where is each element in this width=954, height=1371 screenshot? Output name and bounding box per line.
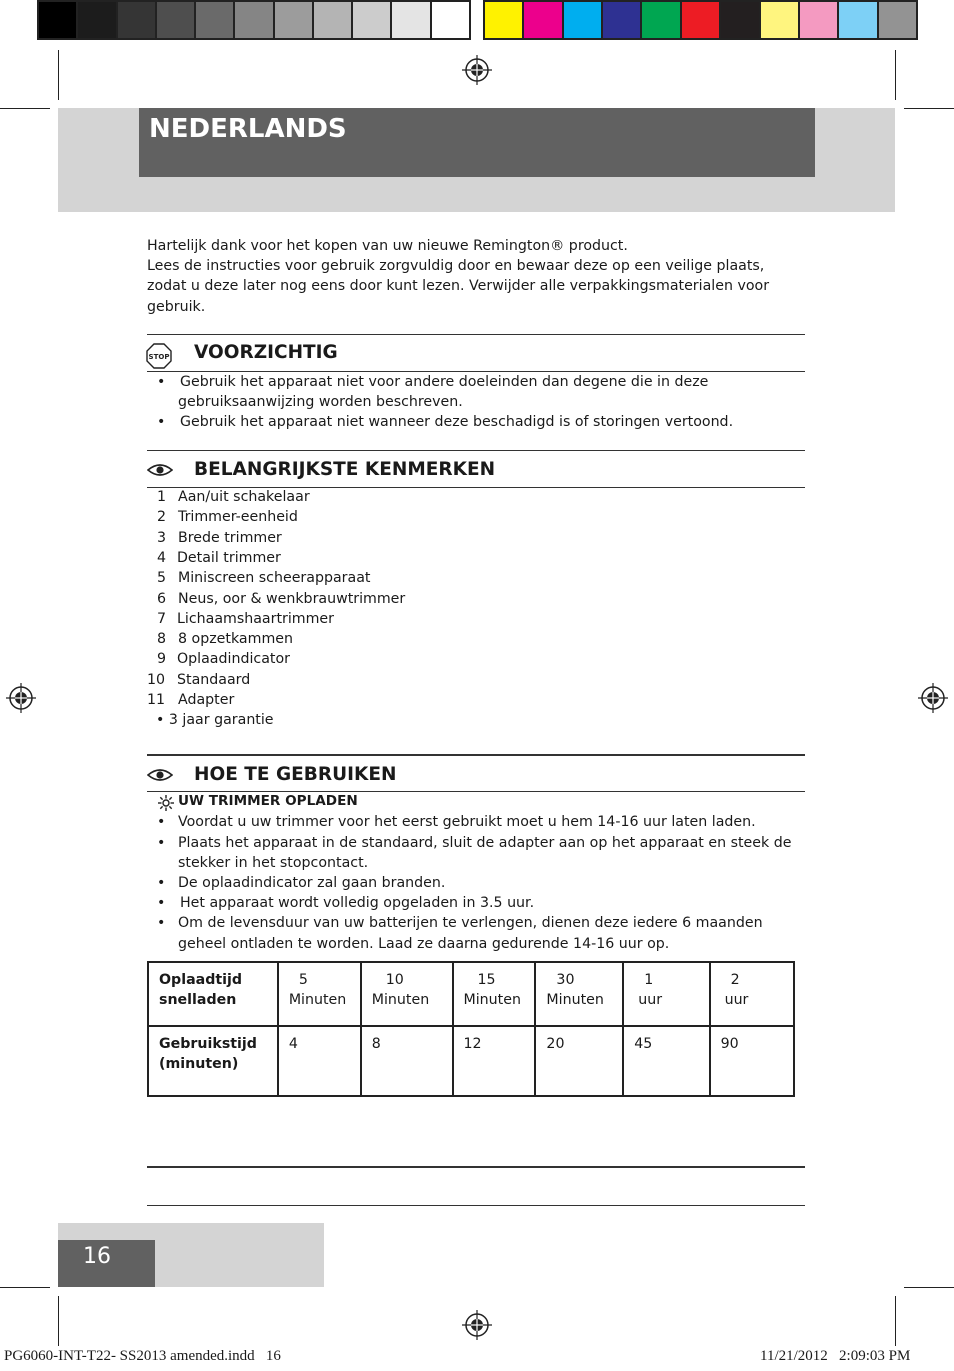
color-swatch xyxy=(196,2,235,38)
feature-label: 8 opzetkammen xyxy=(178,631,293,648)
eye-icon xyxy=(147,767,173,783)
color-swatch xyxy=(485,2,524,38)
feature-number: 10 xyxy=(147,671,166,688)
crop-mark xyxy=(904,1287,954,1288)
caution-item: Gebruik het apparaat niet wanneer deze beschadigd is of storingen vertoond. xyxy=(180,414,734,430)
section-rule xyxy=(147,791,805,792)
usage-item: Het apparaat wordt volledig opgeladen in 3.5 uur. xyxy=(180,895,535,911)
crop-mark xyxy=(0,108,50,109)
feature-number: 7 xyxy=(157,610,167,627)
intro-line: zodat u deze later nog eens door kunt lezen. Verwijder alle verpakkingsmaterialen voor xyxy=(147,278,770,295)
color-swatch xyxy=(761,2,800,38)
crop-mark xyxy=(58,50,59,100)
feature-label: Standaard xyxy=(177,671,251,688)
usage-item: Om de levensduur van uw batterijen te verlengen, dienen deze iedere 6 maanden xyxy=(178,915,763,931)
registration-mark-icon xyxy=(6,683,36,713)
grayscale-color-bar xyxy=(37,0,471,40)
usage-item: Voordat u uw trimmer voor het eerst gebruikt moet u hem 14-16 uur laten laden. xyxy=(178,814,756,830)
table-cell: 30 Minuten xyxy=(535,962,623,1026)
table-cell: 20 xyxy=(535,1026,623,1096)
crop-mark xyxy=(895,1296,896,1346)
sun-icon xyxy=(158,795,174,811)
color-swatch xyxy=(78,2,117,38)
charging-table xyxy=(147,961,795,1097)
intro-paragraph xyxy=(147,236,807,317)
feature-label: Oplaadindicator xyxy=(177,651,290,668)
table-cell: 90 xyxy=(710,1026,794,1096)
table-row-header xyxy=(148,1026,278,1096)
crop-mark xyxy=(895,50,896,100)
table-row xyxy=(148,962,794,1026)
footer-date: 11/21/2012 2:09:03 PM xyxy=(760,1348,911,1364)
feature-number: 3 xyxy=(157,529,167,546)
intro-line: Hartelijk dank voor het kopen van uw nieuwe Remington® product. xyxy=(147,238,628,254)
crop-mark xyxy=(58,1296,59,1346)
color-swatch xyxy=(275,2,314,38)
usage-item: geheel ontladen te worden. Laad ze daarna gedurende 14-16 uur op. xyxy=(178,936,670,952)
intro-line: gebruik. xyxy=(147,298,206,315)
section-rule xyxy=(147,1205,805,1206)
color-swatch xyxy=(524,2,563,38)
table-cell: 4 xyxy=(278,1026,361,1096)
feature-number: 2 xyxy=(157,509,167,526)
cell-text: Oplaadtijd xyxy=(159,972,243,988)
color-swatch xyxy=(314,2,353,38)
color-swatch xyxy=(603,2,642,38)
color-swatch xyxy=(235,2,274,38)
page-number-box xyxy=(58,1240,155,1287)
feature-number: 8 xyxy=(157,631,167,648)
color-swatch xyxy=(564,2,603,38)
feature-number: 6 xyxy=(157,590,167,607)
table-row xyxy=(148,1026,794,1096)
color-swatch xyxy=(392,2,431,38)
bullet-marker: • xyxy=(157,915,166,931)
feature-number: 11 xyxy=(147,692,166,708)
warranty-note: • 3 jaar garantie xyxy=(156,712,274,728)
feature-label: Trimmer-eenheid xyxy=(178,509,298,526)
usage-item: stekker in het stopcontact. xyxy=(178,855,369,871)
bullet-marker: • xyxy=(157,875,166,891)
table-cell: 5 Minuten xyxy=(278,962,361,1026)
color-swatch xyxy=(800,2,839,38)
usage-subtitle: UW TRIMMER OPLADEN xyxy=(178,793,358,809)
color-swatch xyxy=(118,2,157,38)
color-swatch xyxy=(157,2,196,38)
page-number: 16 xyxy=(83,1244,111,1269)
footer-file-name: PG6060-INT-T22- SS2013 amended.indd 16 xyxy=(4,1348,281,1364)
bullet-marker: • xyxy=(157,414,166,430)
feature-number: 9 xyxy=(157,651,167,668)
registration-mark-icon xyxy=(462,1310,492,1340)
cell-text: (minuten) xyxy=(159,1056,239,1073)
feature-label: Brede trimmer xyxy=(178,529,282,546)
bullet-marker: • xyxy=(157,895,166,911)
feature-label: Detail trimmer xyxy=(177,549,281,566)
table-cell: 2 uur xyxy=(710,962,794,1026)
color-swatch xyxy=(39,2,78,38)
bullet-marker: • xyxy=(157,814,166,830)
table-cell: 12 xyxy=(453,1026,536,1096)
feature-number: 4 xyxy=(157,549,167,566)
features-title: BELANGRIJKSTE KENMERKEN xyxy=(194,459,496,480)
table-cell: 45 xyxy=(623,1026,709,1096)
stop-icon-label: STOP xyxy=(148,353,170,361)
color-swatch xyxy=(879,2,916,38)
table-row-header xyxy=(148,962,278,1026)
caution-item: gebruiksaanwijzing worden beschreven. xyxy=(178,394,463,410)
color-swatch xyxy=(353,2,392,38)
cell-text: Gebruikstijd xyxy=(159,1036,257,1052)
stop-icon xyxy=(146,343,172,369)
registration-mark-icon xyxy=(918,683,948,713)
color-swatch xyxy=(432,2,469,38)
cell-text: snelladen xyxy=(159,992,237,1009)
feature-label: Lichaamshaartrimmer xyxy=(177,610,334,627)
table-cell: 8 xyxy=(361,1026,453,1096)
crop-mark xyxy=(904,108,954,109)
bullet-marker: • xyxy=(157,835,166,851)
color-swatch xyxy=(721,2,760,38)
section-rule xyxy=(147,334,805,335)
intro-line: Lees de instructies voor gebruik zorgvuldig door en bewaar deze op een veilige plaats, xyxy=(147,258,765,275)
registration-mark-icon xyxy=(462,55,492,85)
usage-item: De oplaadindicator zal gaan branden. xyxy=(178,875,446,891)
title-bar xyxy=(139,108,815,177)
feature-number: 1 xyxy=(157,489,167,505)
caution-title: VOORZICHTIG xyxy=(194,342,338,363)
crop-mark xyxy=(0,1287,50,1288)
table-cell: 15 Minuten xyxy=(453,962,536,1026)
caution-item: Gebruik het apparaat niet voor andere doeleinden dan degene die in deze xyxy=(180,374,709,390)
process-color-bar xyxy=(483,0,918,40)
section-rule xyxy=(147,754,805,756)
color-swatch xyxy=(839,2,878,38)
table-cell: 1 uur xyxy=(623,962,709,1026)
feature-label: Miniscreen scheerapparaat xyxy=(178,570,371,587)
section-rule xyxy=(147,1166,805,1168)
bullet-marker: • xyxy=(157,374,166,390)
usage-title: HOE TE GEBRUIKEN xyxy=(194,764,397,785)
feature-label: Aan/uit schakelaar xyxy=(178,489,310,505)
eye-icon xyxy=(147,462,173,478)
color-swatch xyxy=(642,2,681,38)
table-cell: 10 Minuten xyxy=(361,962,453,1026)
usage-item: Plaats het apparaat in de standaard, sluit de adapter aan op het apparaat en steek de xyxy=(178,835,792,851)
feature-label: Neus, oor & wenkbrauwtrimmer xyxy=(178,590,406,607)
section-rule xyxy=(147,450,805,451)
feature-label: Adapter xyxy=(178,692,235,708)
color-swatch xyxy=(682,2,721,38)
page-title: NEDERLANDS xyxy=(149,114,347,144)
feature-number: 5 xyxy=(157,570,167,587)
